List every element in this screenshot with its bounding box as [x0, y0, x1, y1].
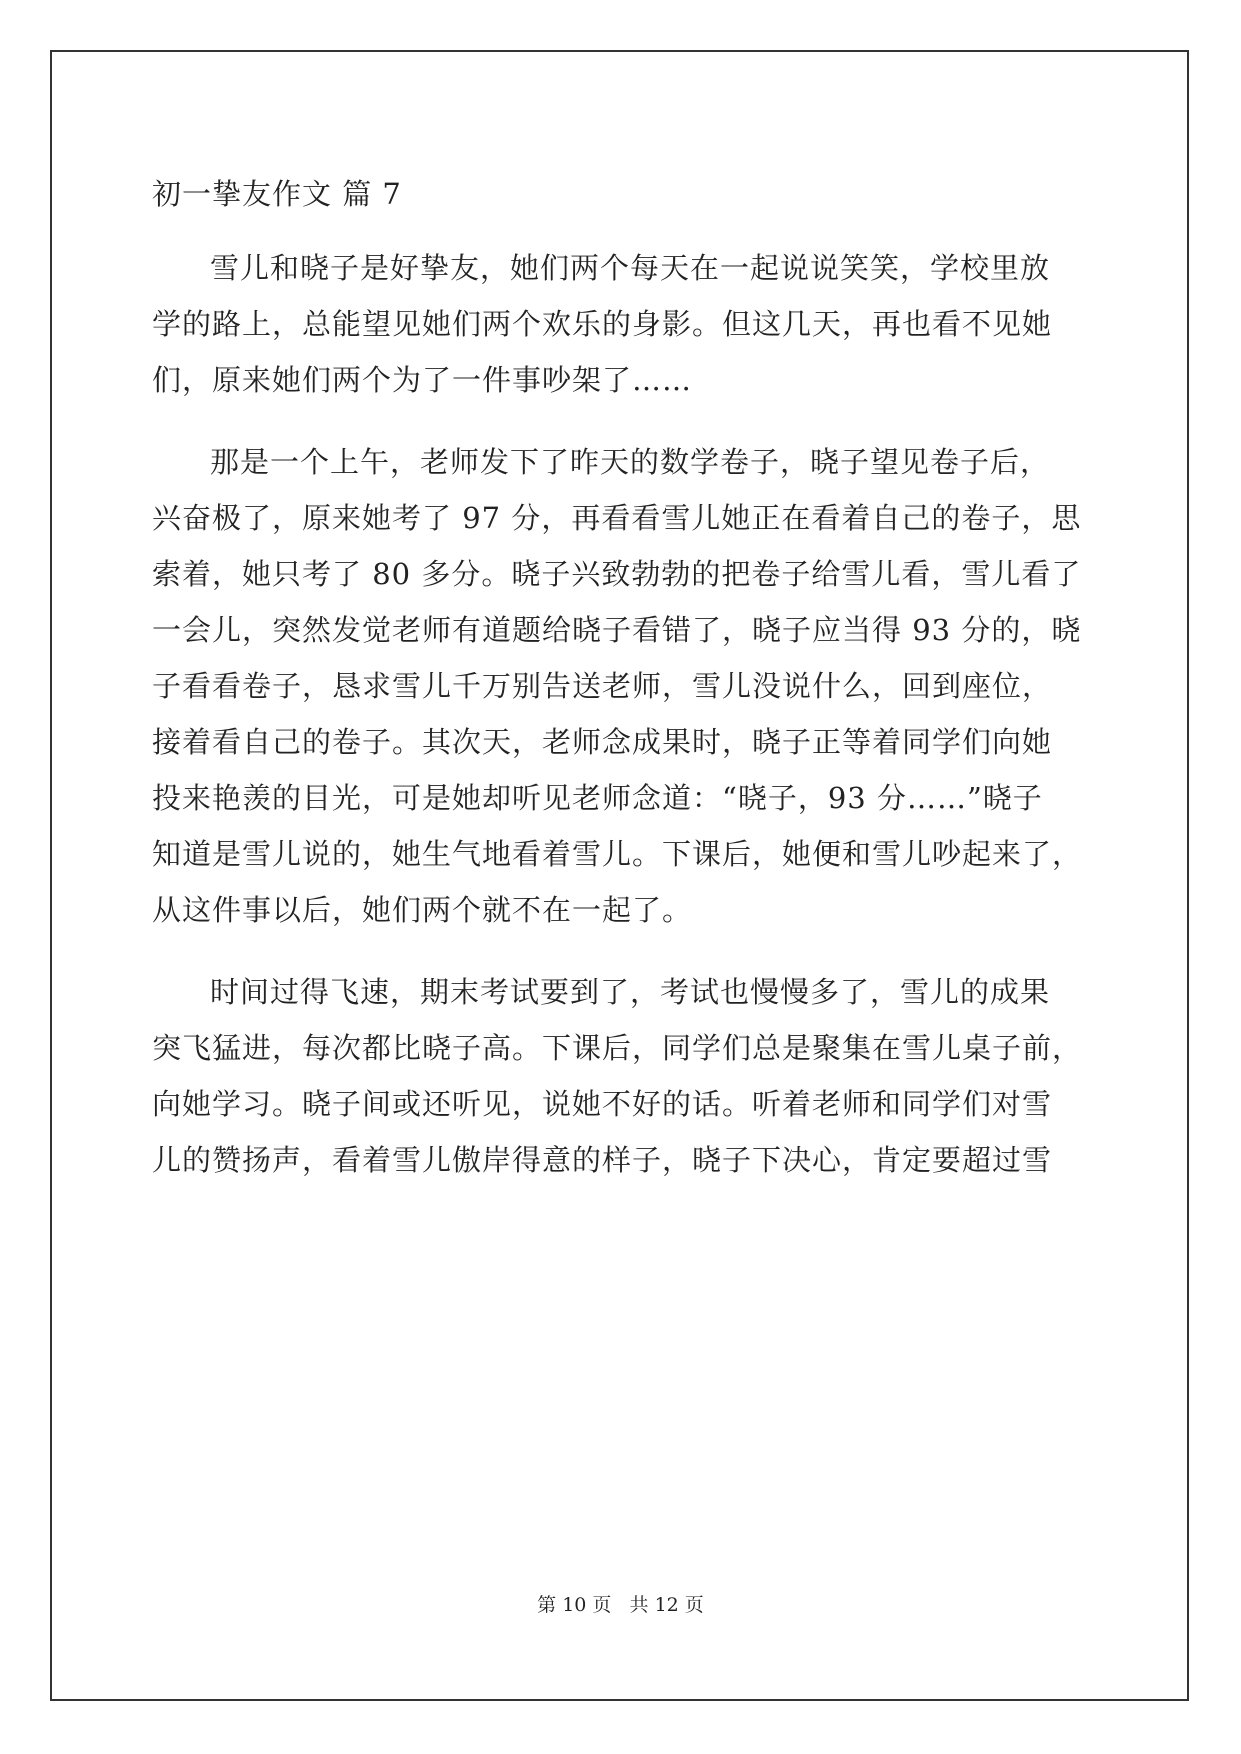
paragraph-2: [152, 434, 1102, 938]
text-line: 投来艳羡的目光，可是她却听见老师念道：“晓子，93 分……”晓子: [152, 781, 1043, 815]
text-line: 突飞猛进，每次都比晓子高。下课后，同学们总是聚集在雪儿桌子前，: [152, 1031, 1083, 1065]
page-footer: 第 10 页 共 12 页: [537, 1594, 704, 1616]
text-line: 儿的赞扬声，看着雪儿傲岸得意的样子，晓子下决心，肯定要超过雪: [152, 1143, 1053, 1177]
text-line: 时间过得飞速，期末考试要到了，考试也慢慢多了，雪儿的成果: [210, 975, 1051, 1009]
text-line: 从这件事以后，她们两个就不在一起了。: [152, 893, 693, 927]
text-line: 一会儿，突然发觉老师有道题给晓子看错了，晓子应当得 93 分的，晓: [152, 613, 1082, 647]
text-line: 学的路上，总能望见她们两个欢乐的身影。但这几天，再也看不见她: [152, 307, 1053, 341]
text-line: 知道是雪儿说的，她生气地看着雪儿。下课后，她便和雪儿吵起来了，: [152, 837, 1083, 871]
text-line: 雪儿和晓子是好挚友，她们两个每天在一起说说笑笑，学校里放: [210, 251, 1051, 285]
text-line: 兴奋极了，原来她考了 97 分，再看看雪儿她正在看着自己的卷子，思: [152, 501, 1082, 535]
text-line: 接着看自己的卷子。其次天，老师念成果时，晓子正等着同学们向她: [152, 725, 1053, 759]
paragraph-3: [152, 964, 1102, 1188]
text-line: 索着，她只考了 80 多分。晓子兴致勃勃的把卷子给雪儿看，雪儿看了: [152, 557, 1082, 591]
paragraph-1: [152, 240, 1102, 408]
text-line: 那是一个上午，老师发下了昨天的数学卷子，晓子望见卷子后，: [210, 445, 1051, 479]
text-line: 子看看卷子，恳求雪儿千万别告送老师，雪儿没说什么，回到座位，: [152, 669, 1053, 703]
text-line: 们，原来她们两个为了一件事吵架了……: [152, 363, 693, 397]
document-title: 初一挚友作文 篇 7: [152, 177, 402, 211]
document-body: [152, 166, 1102, 1188]
text-line: 向她学习。晓子间或还听见，说她不好的话。听着老师和同学们对雪: [152, 1087, 1053, 1121]
